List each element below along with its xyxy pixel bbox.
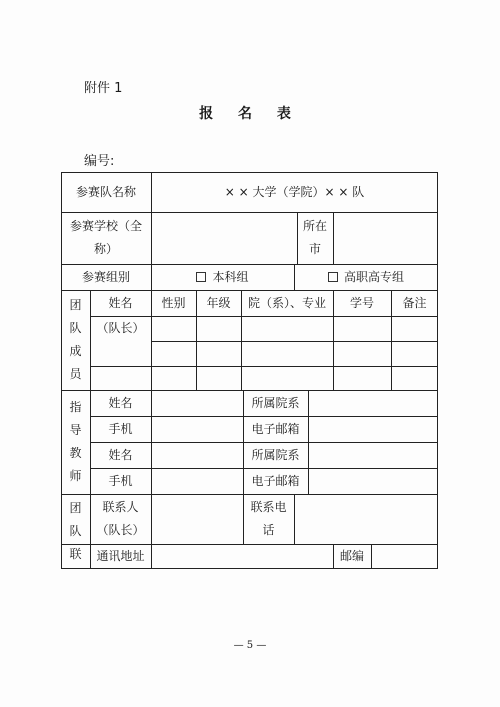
members-char: 成: [69, 344, 82, 358]
contact-phone-line1: 联系电: [250, 500, 287, 514]
school-label: [61, 212, 151, 264]
member-gender-header: 性别: [161, 295, 186, 310]
advisors-char: 导: [69, 423, 82, 437]
advisors-char: 教: [69, 446, 82, 460]
advisor2-phone-label: 手机: [108, 473, 133, 488]
address-value[interactable]: [151, 544, 333, 569]
advisor1-dept-label: 所属院系: [251, 395, 300, 410]
advisors-char: 指: [69, 400, 82, 414]
group-label: 参赛组别: [81, 269, 130, 284]
city-label-line1: 所在: [302, 219, 327, 233]
registration-form-table: [61, 172, 438, 569]
registration-number-label: 编号:: [84, 154, 115, 169]
contact-person-line1: 联系人: [102, 500, 139, 514]
advisor2-dept-label: 所属院系: [251, 447, 300, 462]
advisor1-phone-label: 手机: [108, 421, 133, 436]
city-label-line2: 市: [308, 242, 321, 256]
group-option-undergrad[interactable]: [151, 264, 294, 290]
checkbox-icon[interactable]: [196, 272, 206, 282]
advisors-section-label: [61, 390, 90, 494]
city-label: [297, 212, 333, 264]
city-value[interactable]: [333, 212, 438, 264]
advisor2-email-label: 电子邮箱: [251, 473, 300, 488]
contact-char: 联: [69, 547, 82, 561]
form-title: 报 名 表: [199, 106, 301, 122]
contact-char: 队: [69, 524, 82, 538]
members-section-label: [61, 290, 90, 390]
contact-section-label: [61, 494, 90, 569]
member-student-no-header: 学号: [349, 295, 374, 310]
advisor2-name-label: 姓名: [108, 447, 133, 462]
member-name-header: 姓名: [108, 295, 133, 310]
checkbox-icon[interactable]: [328, 272, 338, 282]
members-char: 员: [69, 367, 82, 381]
school-label-line1: 参赛学校（全: [69, 219, 142, 233]
contact-person-line2: （队长）: [96, 523, 145, 537]
member-grade-header: 年级: [206, 295, 231, 310]
postcode-value[interactable]: [371, 544, 438, 569]
group-option-vocational[interactable]: [294, 264, 438, 290]
group-option-vocational-label: 高职高专组: [343, 269, 404, 284]
member-captain-note: （队长）: [96, 321, 145, 335]
member-remark-header: 备注: [402, 295, 427, 310]
contact-person-label: [90, 494, 151, 544]
advisor1-name-label: 姓名: [108, 395, 133, 410]
school-label-line2: 称）: [93, 242, 118, 256]
members-char: 团: [69, 298, 82, 312]
annex-label: 附件 1: [84, 81, 123, 96]
advisors-char: 师: [69, 469, 82, 483]
members-char: 队: [69, 321, 82, 335]
contact-phone-label: [243, 494, 294, 544]
group-option-undergrad-label: 本科组: [212, 269, 249, 284]
contact-phone-line2: 话: [262, 523, 275, 537]
postcode-label: 邮编: [339, 549, 364, 563]
team-name-value[interactable]: × × 大学（学院）× × 队: [224, 184, 365, 199]
address-label: 通讯地址: [96, 549, 145, 563]
advisor1-email-label: 电子邮箱: [251, 421, 300, 436]
member-dept-major-header: 院（系）、专业: [247, 295, 326, 310]
team-name-label: 参赛队名称: [75, 184, 136, 199]
page-number: — 5 —: [233, 640, 267, 651]
contact-char: 团: [69, 501, 82, 515]
school-value[interactable]: [151, 212, 297, 264]
